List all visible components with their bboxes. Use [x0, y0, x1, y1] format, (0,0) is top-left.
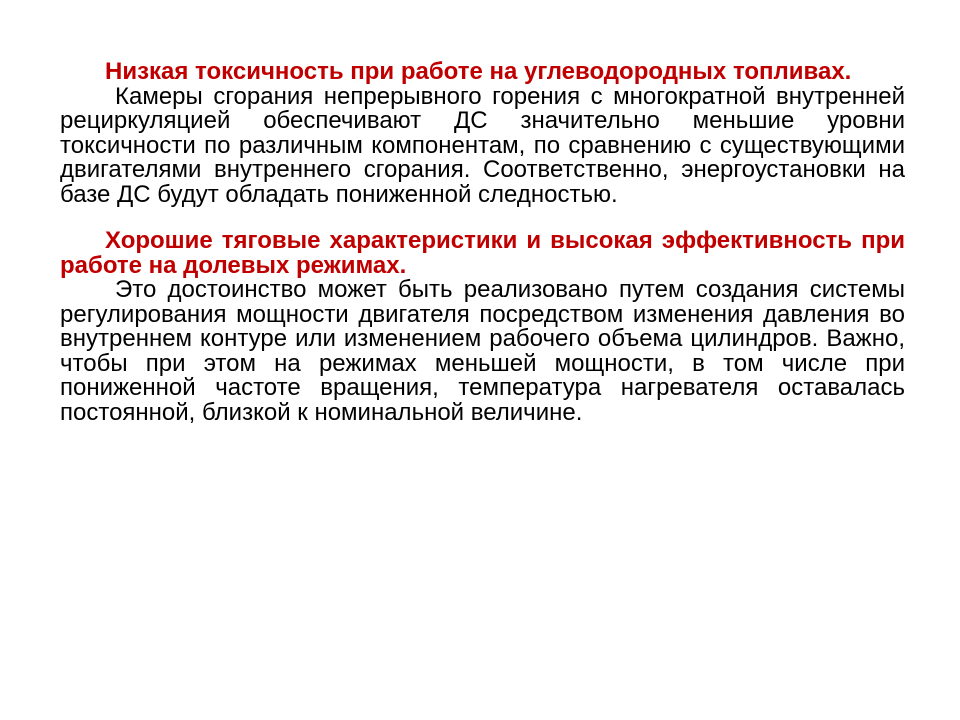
section-text-low-toxicity: Камеры сгорания непрерывного горения с многократной внутренней рециркуляцией обеспечивают ДС значительно меньшие уровни токсичности по различным компонентам, по сравнению с существующими двигателями внутреннего сгорания. Соответственно, энергоустановки на базе ДС будут обладать пониженной следностью.: [60, 82, 905, 208]
section-heading-low-toxicity: Низкая токсичность при работе на углеводородных топливах.: [105, 58, 852, 85]
section-text-traction: Это достоинство может быть реализовано путем создания системы регулирования мощности двигателя посредством изменения давления во внутреннем контуре или изменением рабочего объема цилиндров. Важно, чтобы при этом на режимах меньшей мощности, в том числе при пониженной частоте вращения, температура нагревателя оставалась постоянной, близкой к номинальной величине.: [60, 276, 905, 426]
section-heading-traction: Хорошие тяговые характеристики и высокая эффективность при работе на долевых режимах.: [60, 227, 905, 279]
slide-content: [60, 60, 905, 425]
section-spacer: [60, 207, 905, 229]
